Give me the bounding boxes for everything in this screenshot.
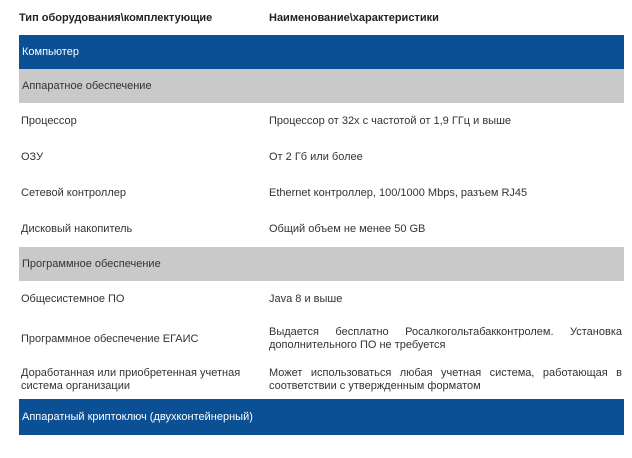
equipment-type-cell: Доработанная или приобретенная учетная система организации (21, 367, 241, 392)
spec-cell: Процессор от 32х с частотой от 1,9 ГГц и выше (269, 115, 512, 127)
table-row (19, 317, 624, 361)
section-title-computer: Компьютер (19, 35, 624, 69)
spec-cell: Может использоваться любая учетная система, работающая в соответствии с утвержденным форматом (269, 367, 622, 392)
header-equipment-type: Тип оборудования\комплектующие (19, 11, 213, 24)
spec-cell: От 2 Гб или более (269, 151, 363, 163)
requirements-table (19, 0, 624, 435)
equipment-type-cell: Общесистемное ПО (21, 293, 125, 305)
table-row (19, 175, 624, 211)
equipment-type-cell: ОЗУ (21, 151, 44, 163)
spec-cell: Ethernet контроллер, 100/1000 Mbps, разъем RJ45 (269, 187, 528, 199)
subsection-row-software (19, 247, 624, 281)
spec-cell: Java 8 и выше (269, 293, 343, 305)
subsection-title-hardware: Аппаратное обеспечение (19, 69, 624, 103)
equipment-type-cell: Дисковый накопитель (21, 223, 133, 235)
subsection-row-hardware (19, 69, 624, 103)
table-row (19, 211, 624, 247)
table-row (19, 139, 624, 175)
header-specifications: Наименование\характеристики (269, 11, 439, 24)
equipment-type-cell: Сетевой контроллер (21, 187, 126, 199)
table-row (19, 103, 624, 139)
spec-cell: Общий объем не менее 50 GB (269, 223, 426, 235)
section-title-crypto: Аппаратный криптоключ (двухконтейнерный) (19, 399, 624, 435)
table-header-row (19, 0, 624, 35)
section-row-crypto (19, 399, 624, 435)
table-row (19, 281, 624, 317)
equipment-type-cell: Программное обеспечение ЕГАИС (21, 333, 199, 345)
section-row-computer (19, 35, 624, 69)
equipment-type-cell: Процессор (21, 115, 77, 127)
subsection-title-software: Программное обеспечение (19, 247, 624, 281)
table-row (19, 361, 624, 399)
spec-cell: Выдается бесплатно Росалкогольтабакконтролем. Установка дополнительного ПО не требуется (269, 326, 622, 351)
